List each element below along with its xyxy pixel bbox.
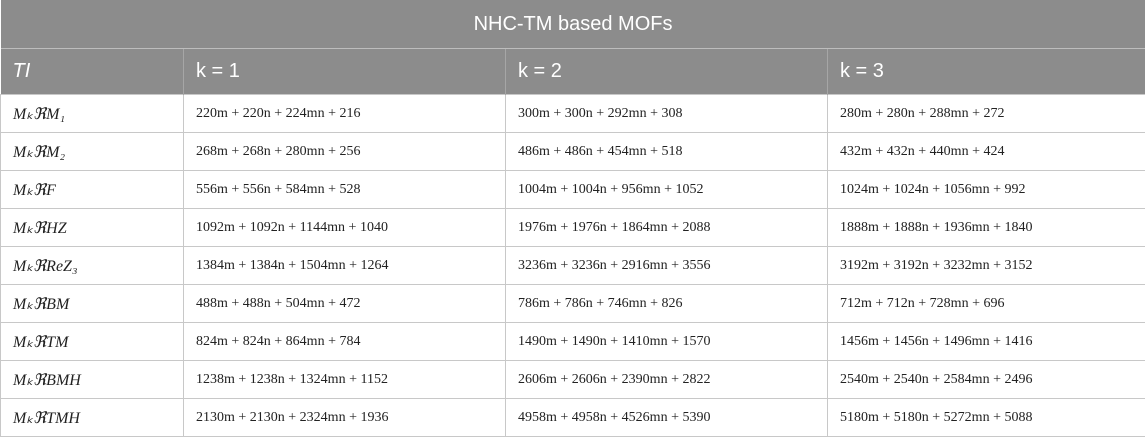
table-row [1, 133, 1145, 171]
header-k2: k = 2 [506, 49, 828, 95]
table-row [1, 399, 1145, 437]
cell-k2: 3236m + 3236n + 2916mn + 3556 [506, 247, 828, 285]
cell-k1: 1238m + 1238n + 1324mn + 1152 [184, 361, 506, 399]
cell-k2: 1004m + 1004n + 956mn + 1052 [506, 171, 828, 209]
cell-k3: 432m + 432n + 440mn + 424 [828, 133, 1145, 171]
table-title: NHC-TM based MOFs [1, 0, 1145, 49]
cell-k1: 1092m + 1092n + 1144mn + 1040 [184, 209, 506, 247]
table-row [1, 209, 1145, 247]
cell-k3: 280m + 280n + 288mn + 272 [828, 95, 1145, 133]
row-index-name: MₖℜM₂ [1, 133, 184, 171]
row-index-name: MₖℜBM [1, 285, 184, 323]
cell-k2: 2606m + 2606n + 2390mn + 2822 [506, 361, 828, 399]
cell-k3: 1024m + 1024n + 1056mn + 992 [828, 171, 1145, 209]
table-row [1, 323, 1145, 361]
row-index-name: MₖℜF [1, 171, 184, 209]
table-row [1, 361, 1145, 399]
table-row [1, 95, 1145, 133]
cell-k1: 488m + 488n + 504mn + 472 [184, 285, 506, 323]
cell-k1: 1384m + 1384n + 1504mn + 1264 [184, 247, 506, 285]
cell-k3: 712m + 712n + 728mn + 696 [828, 285, 1145, 323]
header-k3: k = 3 [828, 49, 1145, 95]
table-row [1, 247, 1145, 285]
cell-k2: 1976m + 1976n + 1864mn + 2088 [506, 209, 828, 247]
row-index-name: MₖℜTMH [1, 399, 184, 437]
cell-k3: 3192m + 3192n + 3232mn + 3152 [828, 247, 1145, 285]
cell-k1: 2130m + 2130n + 2324mn + 1936 [184, 399, 506, 437]
cell-k2: 300m + 300n + 292mn + 308 [506, 95, 828, 133]
cell-k2: 486m + 486n + 454mn + 518 [506, 133, 828, 171]
row-index-name: MₖℜHZ [1, 209, 184, 247]
row-index-name: MₖℜBMH [1, 361, 184, 399]
row-index-name: MₖℜTM [1, 323, 184, 361]
row-index-name: MₖℜM₁ [1, 95, 184, 133]
cell-k3: 1888m + 1888n + 1936mn + 1840 [828, 209, 1145, 247]
cell-k3: 5180m + 5180n + 5272mn + 5088 [828, 399, 1145, 437]
cell-k1: 556m + 556n + 584mn + 528 [184, 171, 506, 209]
table-row [1, 171, 1145, 209]
row-index-name: MₖℜReZ₃ [1, 247, 184, 285]
header-k1: k = 1 [184, 49, 506, 95]
cell-k1: 268m + 268n + 280mn + 256 [184, 133, 506, 171]
cell-k2: 4958m + 4958n + 4526mn + 5390 [506, 399, 828, 437]
cell-k3: 2540m + 2540n + 2584mn + 2496 [828, 361, 1145, 399]
cell-k2: 1490m + 1490n + 1410mn + 1570 [506, 323, 828, 361]
table-row [1, 285, 1145, 323]
cell-k2: 786m + 786n + 746mn + 826 [506, 285, 828, 323]
cell-k3: 1456m + 1456n + 1496mn + 1416 [828, 323, 1145, 361]
cell-k1: 220m + 220n + 224mn + 216 [184, 95, 506, 133]
cell-k1: 824m + 824n + 864mn + 784 [184, 323, 506, 361]
header-ti: TI [1, 49, 184, 95]
